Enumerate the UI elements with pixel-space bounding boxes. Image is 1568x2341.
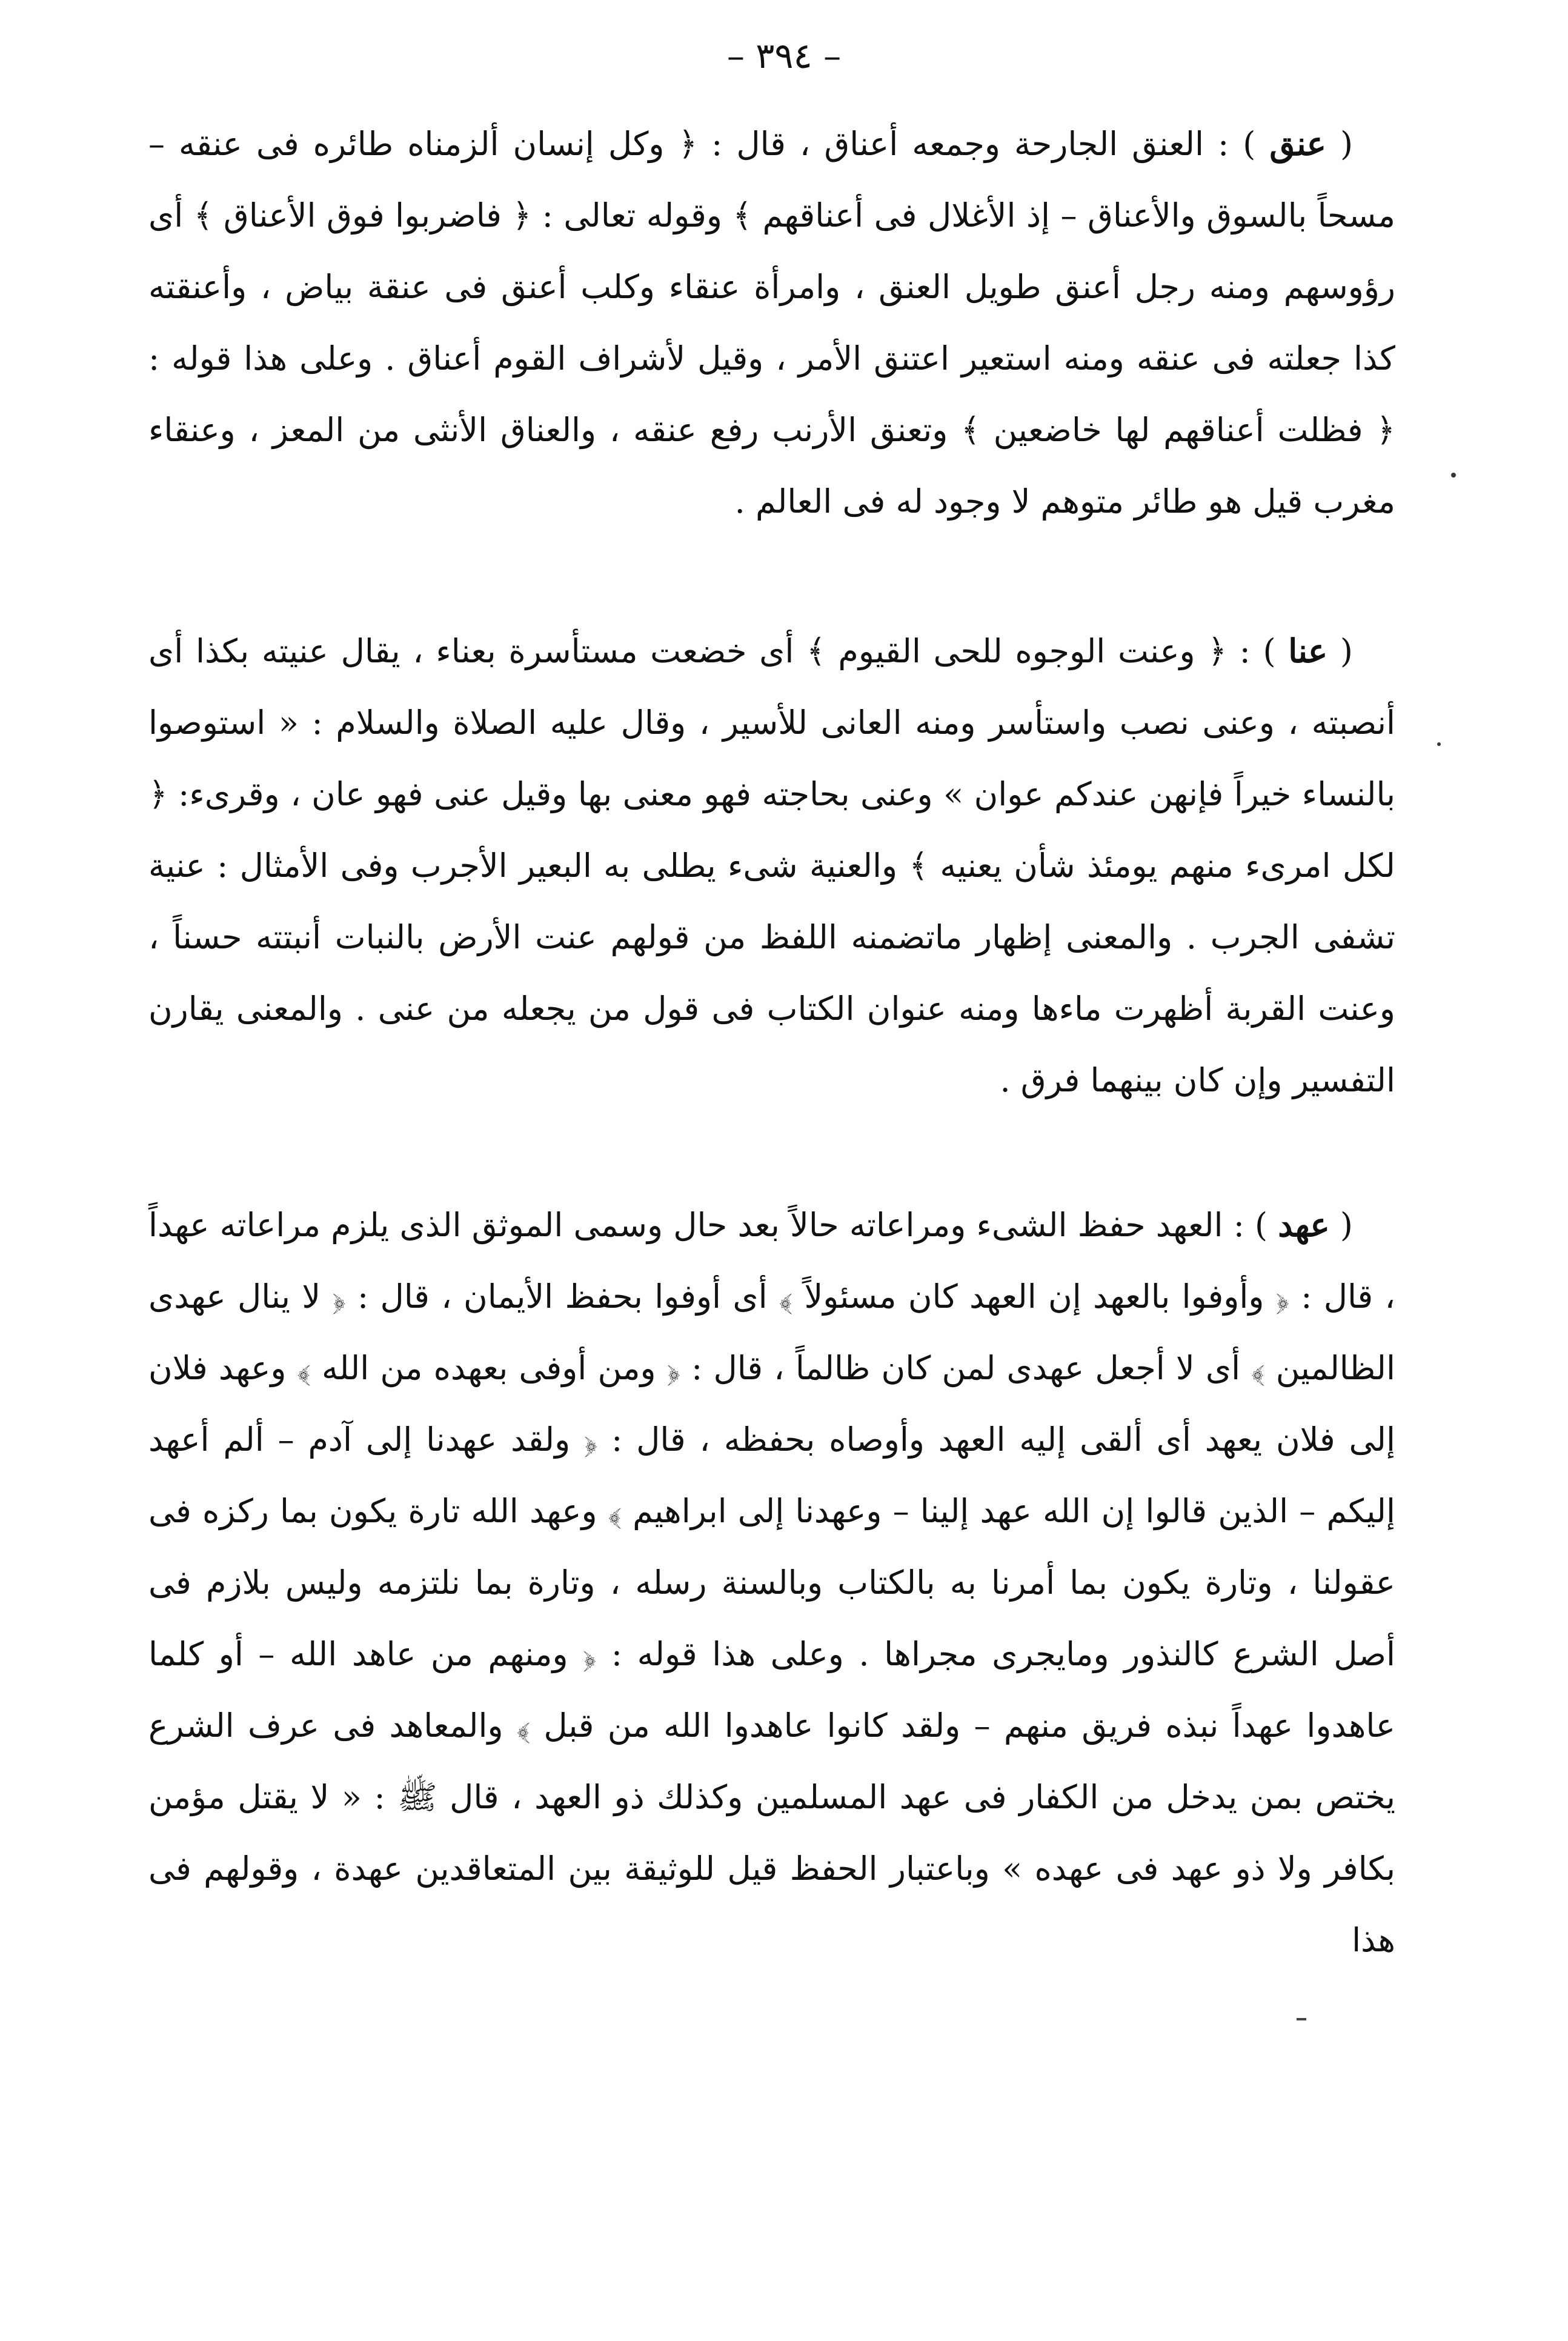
entry-paragraph: ( عهد ) : العهد حفظ الشىء ومراعاته حالاً بعد حال وسمى الموثق الذى يلزم مراعاته عهداً ، قال : ﴿ وأوفوا بالعهد إن العهد كان مسئولاً ﴾ أى أوفوا بحفظ الأيمان ، قال : ﴿ لا ينال عهدى الظالمين ﴾ أى لا أجعل عهدى لمن كان ظالماً ، قال : ﴿ ومن أوفى بعهده من الله ﴾ وعهد فلان إلى فلان يعهد أى ألقى إليه العهد وأوصاه بحفظه ، قال : ﴿ ولقد عهدنا إلى آدم – ألم أعهد إليكم – الذين قالوا إن الله عهد إلينا – وعهدنا إلى ابراهيم ﴾ وعهد الله تارة يكون بما ركزه فى عقولنا ، وتارة يكون بما أمرنا به بالكتاب وبالسنة رسله ، وتارة بما نلتزمه وليس بلازم فى أصل الشرع كالنذور ومايجرى مجراها . وعلى هذا قوله : ﴿ ومنهم من عاهد الله – أو كلما عاهدوا عهداً نبذه فريق منهم – ولقد كانوا عاهدوا الله من قبل ﴾ والمعاهد فى عرف الشرع يختص بمن يدخل من الكفار فى عهد المسلمين وكذلك ذو العهد ، قال ﷺ : « لا يقتل مؤمن بكافر ولا ذو عهد فى عهده » وباعتبار الحفظ قيل للوثيقة بين المتعاقدين عهدة ، وقولهم فى هذا	[148, 1205, 1395, 1959]
entry-headword: عهد	[1278, 1205, 1330, 1244]
dictionary-entry-anq	[148, 108, 1395, 538]
scan-speck	[1437, 742, 1441, 746]
dictionary-entry-ana	[148, 615, 1395, 1116]
entry-text: : ﴿ وعنت الوجوه للحى القيوم ﴾ أى خضعت مستأسرة بعناء ، يقال عنيته بكذا أى أنصبته ، وعنى نصب واستأسر ومنه العانى للأسير ، وقال عليه الصلاة والسلام : « استوصوا بالنساء خيراً فإنهن عندكم عوان » وعنى بحاجته فهو معنى بها وقيل عنى فهو عان ، وقرىء: ﴿ لكل امرىء منهم يومئذ شأن يعنيه ﴾ والعنية شىء يطلى به البعير الأجرب وفى الأمثال : عنية تشفى الجرب . والمعنى إظهار ماتضمنه اللفظ من قولهم عنت الأرض بالنبات أنبتته حسناً ، وعنت القربة أظهرت ماءها ومنه عنوان الكتاب فى قول من يجعله من عنى . والمعنى يقارن التفسير وإن كان بينهما فرق .	[148, 632, 1395, 1099]
entry-headword: عنا	[1288, 631, 1328, 670]
scan-speck	[1451, 473, 1456, 478]
entry-text: : العهد حفظ الشىء ومراعاته حالاً بعد حال وسمى الموثق الذى يلزم مراعاته عهداً ، قال : ﴿ وأوفوا بالعهد إن العهد كان مسئولاً ﴾ أى أوفوا بحفظ الأيمان ، قال : ﴿ لا ينال عهدى الظالمين ﴾ أى لا أجعل عهدى لمن كان ظالماً ، قال : ﴿ ومن أوفى بعهده من الله ﴾ وعهد فلان إلى فلان يعهد أى ألقى إليه العهد وأوصاه بحفظه ، قال : ﴿ ولقد عهدنا إلى آدم – ألم أعهد إليكم – الذين قالوا إن الله عهد إلينا – وعهدنا إلى ابراهيم ﴾ وعهد الله تارة يكون بما ركزه فى عقولنا ، وتارة يكون بما أمرنا به بالكتاب وبالسنة رسله ، وتارة بما نلتزمه وليس بلازم فى أصل الشرع كالنذور ومايجرى مجراها . وعلى هذا قوله : ﴿ ومنهم من عاهد الله – أو كلما عاهدوا عهداً نبذه فريق منهم – ولقد كانوا عاهدوا الله من قبل ﴾ والمعاهد فى عرف الشرع يختص بمن يدخل من الكفار فى عهد المسلمين وكذلك ذو العهد ، قال ﷺ : « لا يقتل مؤمن بكافر ولا ذو عهد فى عهده » وباعتبار الحفظ قيل للوثيقة بين المتعاقدين عهدة ، وقولهم فى هذا	[148, 1206, 1395, 1959]
entry-paragraph: ( عنا ) : ﴿ وعنت الوجوه للحى القيوم ﴾ أى خضعت مستأسرة بعناء ، يقال عنيته بكذا أى أنصبته ، وعنى نصب واستأسر ومنه العانى للأسير ، وقال عليه الصلاة والسلام : « استوصوا بالنساء خيراً فإنهن عندكم عوان » وعنى بحاجته فهو معنى بها وقيل عنى فهو عان ، وقرىء: ﴿ لكل امرىء منهم يومئذ شأن يعنيه ﴾ والعنية شىء يطلى به البعير الأجرب وفى الأمثال : عنية تشفى الجرب . والمعنى إظهار ماتضمنه اللفظ من قولهم عنت الأرض بالنبات أنبتته حسناً ، وعنت القربة أظهرت ماءها ومنه عنوان الكتاب فى قول من يجعله من عنى . والمعنى يقارن التفسير وإن كان بينهما فرق .	[148, 631, 1395, 1099]
page-number: – ٣٩٤ –	[726, 35, 842, 76]
dictionary-entry-ahd	[148, 1189, 1395, 1976]
entry-text: : العنق الجارحة وجمعه أعناق ، قال : ﴿ وكل إنسان ألزمناه طائره فى عنقه – مسحاً بالسوق والأعناق – إذ الأغلال فى أعناقهم ﴾ وقوله تعالى : ﴿ فاضربوا فوق الأعناق ﴾ أى رؤوسهم ومنه رجل أعنق طويل العنق ، وامرأة عنقاء وكلب أعنق فى عنقة بياض ، وأعنقته كذا جعلته فى عنقه ومنه استعير اعتنق الأمر ، وقيل لأشراف القوم أعناق . وعلى هذا قوله : ﴿ فظلت أعناقهم لها خاضعين ﴾ وتعنق الأرنب رفع عنقه ، والعناق الأنثى من المعز ، وعنقاء مغرب قيل هو طائر متوهم لا وجود له فى العالم .	[148, 125, 1395, 521]
entry-paragraph: ( عنق ) : العنق الجارحة وجمعه أعناق ، قال : ﴿ وكل إنسان ألزمناه طائره فى عنقه – مسحاً بالسوق والأعناق – إذ الأغلال فى أعناقهم ﴾ وقوله تعالى : ﴿ فاضربوا فوق الأعناق ﴾ أى رؤوسهم ومنه رجل أعنق طويل العنق ، وامرأة عنقاء وكلب أعنق فى عنقة بياض ، وأعنقته كذا جعلته فى عنقه ومنه استعير اعتنق الأمر ، وقيل لأشراف القوم أعناق . وعلى هذا قوله : ﴿ فظلت أعناقهم لها خاضعين ﴾ وتعنق الأرنب رفع عنقه ، والعناق الأنثى من المعز ، وعنقاء مغرب قيل هو طائر متوهم لا وجود له فى العالم .	[148, 124, 1395, 521]
bottom-rule	[1297, 2018, 1306, 2020]
entry-headword: عنق	[1269, 124, 1326, 163]
